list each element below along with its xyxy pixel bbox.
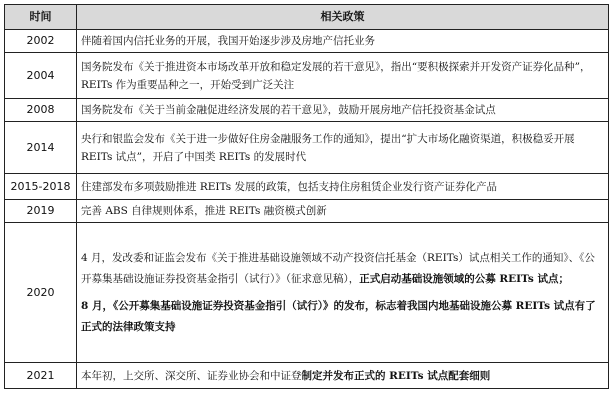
policy-text-bold: 制定并发布正式的 REITs 试点配套细则 [301, 369, 491, 382]
row-policy: 完善 ABS 自律规则体系，推进 REITs 融资模式创新 [77, 200, 609, 223]
row-year: 2019 [5, 200, 77, 223]
policy-text-bold: 8 月，《公开募集基础设施证券投资基金指引（试行）》的发布，标志着我国内地基础设施公募 REITs 试点有了正式的法律政策支持 [81, 299, 596, 333]
table-row [5, 363, 609, 389]
row-year: 2021 [5, 363, 77, 389]
table-row [5, 99, 609, 122]
row-year: 2020 [5, 223, 77, 363]
header-policy: 相关政策 [77, 5, 609, 30]
policy-text: 4 月，发改委和证监会发布《关于推进基础设施领域不动产投资信托基金（REITs）试点相关工作的通知》、《公开募集基础设施证券投资基金指引（试行）》（征求意见稿）， [81, 251, 595, 285]
row-policy [77, 363, 609, 389]
row-policy: 伴随着国内信托业务的开展，我国开始逐步涉及房地产信托业务 [77, 30, 609, 53]
row-year: 2014 [5, 122, 77, 174]
policy-table-container [4, 4, 608, 389]
table-row [5, 30, 609, 53]
table-row [5, 223, 609, 363]
row-year: 2008 [5, 99, 77, 122]
table-row [5, 174, 609, 200]
row-policy: 央行和银监会发布《关于进一步做好住房金融服务工作的通知》，提出“扩大市场化融资渠道，积极稳妥开展 REITs 试点”，开启了中国类 REITs 的发展时代 [77, 122, 609, 174]
table-row [5, 53, 609, 99]
policy-text-bold: 正式启动基础设施领域的公募 REITs 试点； [359, 272, 569, 285]
table-row [5, 122, 609, 174]
row-policy: 住建部发布多项鼓励推进 REITs 发展的政策，包括支持住房租赁企业发行资产证券化产品 [77, 174, 609, 200]
policy-text: 本年初，上交所、深交所、证券业协会和中证登 [81, 369, 302, 382]
header-time: 时间 [5, 5, 77, 30]
row-policy: 国务院发布《关于推进资本市场改革开放和稳定发展的若干意见》，指出“要积极探索并开发资产证券化品种”，REITs 作为重要品种之一，开始受到广泛关注 [77, 53, 609, 99]
policy-table [4, 4, 609, 389]
row-year: 2015-2018 [5, 174, 77, 200]
row-year: 2002 [5, 30, 77, 53]
table-row [5, 200, 609, 223]
row-policy: 国务院发布《关于当前金融促进经济发展的若干意见》，鼓励开展房地产信托投资基金试点 [77, 99, 609, 122]
table-header-row [5, 5, 609, 30]
row-policy [77, 223, 609, 363]
row-year: 2004 [5, 53, 77, 99]
